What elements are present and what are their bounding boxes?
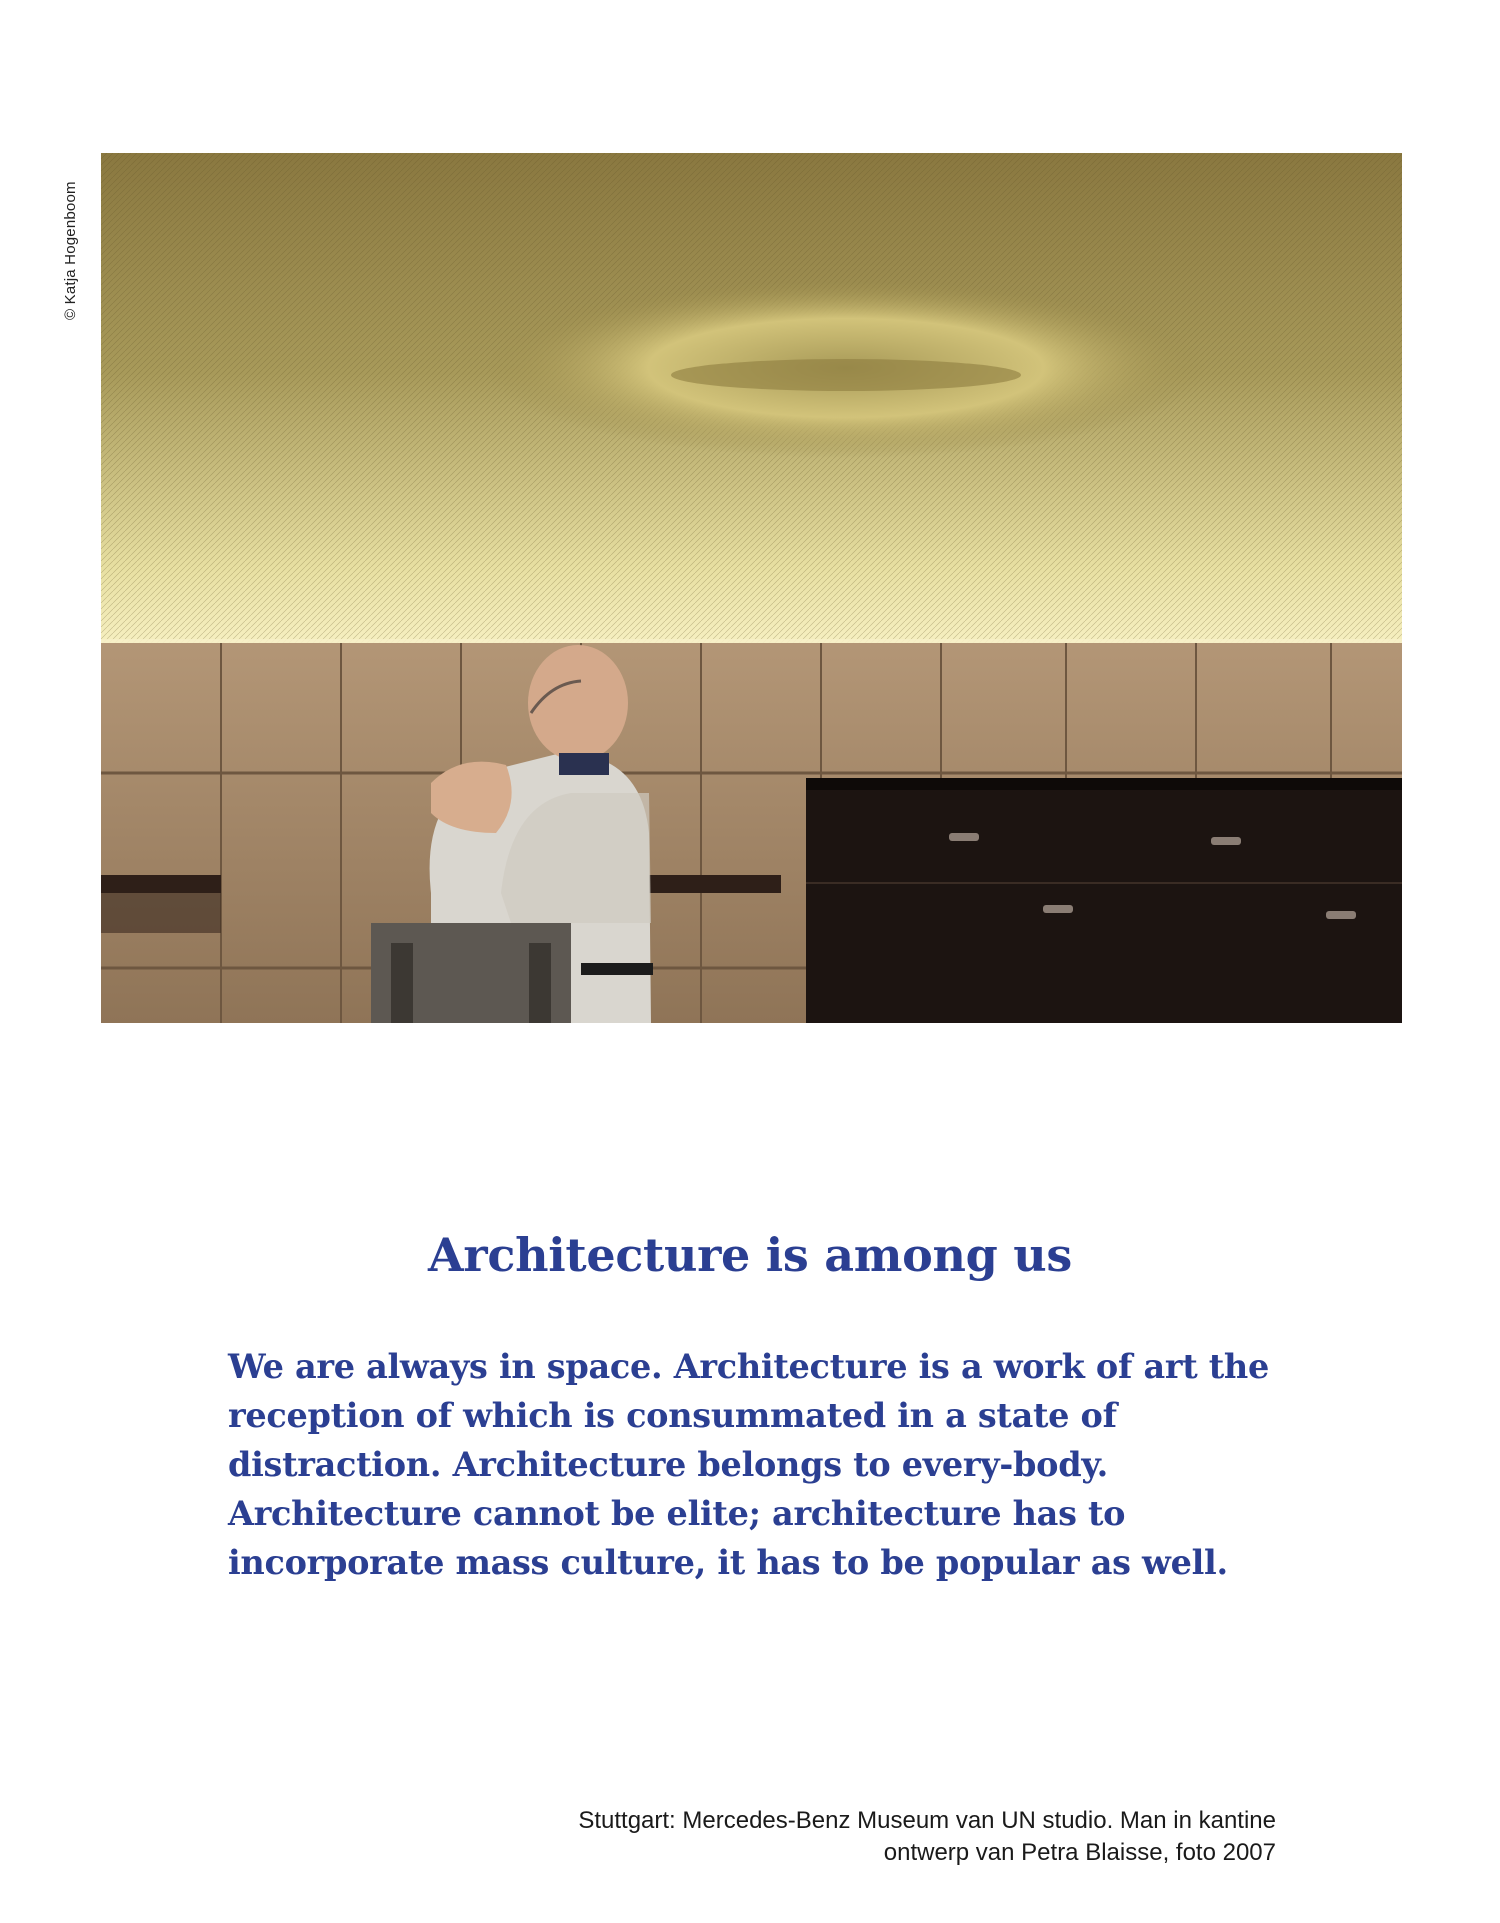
article-title: Architecture is among us bbox=[428, 1228, 1072, 1282]
photograph-canteen bbox=[101, 153, 1402, 1023]
photo-caption bbox=[578, 1805, 1276, 1869]
article-body: We are always in space. Architecture is a work of art the reception of which is consummated in a state of distraction. Architecture belongs to every-body. Architecture cannot be elite; architecture has to incorporate mass culture, it has to be popular as well. bbox=[228, 1347, 1269, 1582]
caption-line-2: ontwerp van Petra Blaisse, foto 2007 bbox=[883, 1839, 1276, 1866]
table-middle bbox=[631, 875, 781, 893]
cabinet bbox=[806, 778, 1402, 1023]
photo-illustration bbox=[101, 153, 1402, 1023]
caption-line-1: Stuttgart: Mercedes-Benz Museum van UN studio. Man in kantine bbox=[578, 1807, 1276, 1834]
chair-back bbox=[371, 923, 571, 1023]
photo-credit: © Katja Hogenboom bbox=[62, 181, 79, 320]
table-left bbox=[101, 875, 221, 893]
